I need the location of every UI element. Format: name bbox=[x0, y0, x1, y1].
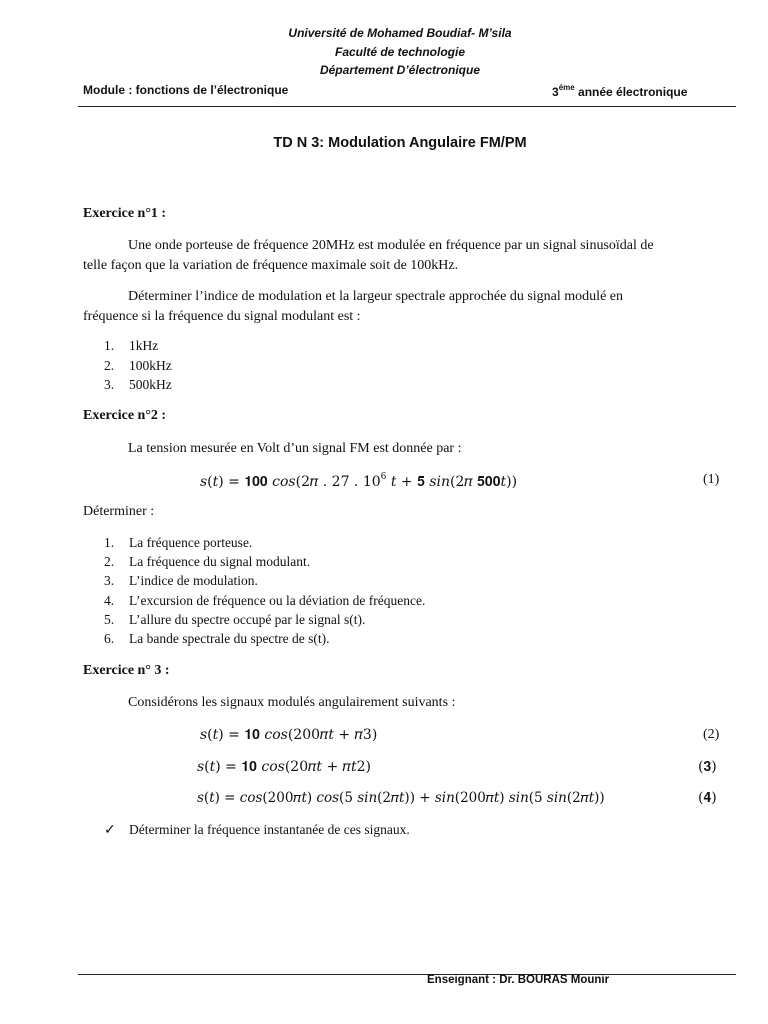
university-name: Université de Mohamed Boudiaf- M’sila bbox=[288, 26, 512, 40]
exercise-3-task: Déterminer la fréquence instantanée de ces signaux. bbox=[129, 822, 410, 837]
equation-1-number: (1) bbox=[703, 472, 720, 487]
exercise-1-heading: Exercice n°1 : bbox=[83, 206, 167, 221]
department-name: Département D’électronique bbox=[319, 63, 481, 77]
equation-2: 𝑠(𝑡) = 𝟏𝟎 𝑐𝑜𝑠(200𝜋𝑡 + 𝜋3) bbox=[200, 727, 378, 743]
exercise-3-heading: Exercice n° 3 : bbox=[83, 663, 170, 678]
exercise-1-paragraph-2: Déterminer l’indice de modulation et la largeur spectrale approchée du signal modulé en fréquence si la fréquence du signal modulant est : bbox=[83, 289, 623, 324]
year-label: $3^{éme}$ année électronique bbox=[552, 83, 688, 99]
equation-3-number: (𝟑) bbox=[698, 759, 717, 775]
exercise-2-intro: La tension mesurée en Volt d’un signal FM est donnée par : bbox=[128, 441, 462, 456]
equation-3: 𝑠(𝑡) = 𝟏𝟎 𝑐𝑜𝑠(20𝜋𝑡 + 𝜋𝑡2) bbox=[197, 759, 371, 775]
footer-rule bbox=[78, 974, 736, 975]
header-rule bbox=[78, 106, 736, 107]
determiner-label: Déterminer : bbox=[83, 504, 155, 519]
equation-4-number: (𝟒) bbox=[698, 790, 717, 806]
exercise-2-heading: Exercice n°2 : bbox=[83, 408, 167, 423]
equation-1: 𝑠(𝑡) = 𝟏𝟎𝟎 𝑐𝑜𝑠(2𝜋 . 27 . $10^6$ 𝑡 + 𝟓 𝑠𝑖𝑛(2𝜋 𝟓𝟎𝟎𝑡)) bbox=[200, 472, 518, 490]
teacher-name: Enseignant : Dr. BOURAS Mounir bbox=[427, 974, 610, 986]
exercise-1-paragraph-1: Une onde porteuse de fréquence 20MHz est modulée en fréquence par un signal sinusoïdal de telle façon que la variation de fréquence maximale soit de 100kHz. bbox=[83, 238, 654, 273]
equation-2-number: (2) bbox=[703, 727, 720, 742]
module-label: Module : fonctions de l’électronique bbox=[83, 83, 289, 97]
equation-4: 𝑠(𝑡) = 𝑐𝑜𝑠(200𝜋𝑡) 𝑐𝑜𝑠(5 𝑠𝑖𝑛(2𝜋𝑡)) + 𝑠𝑖𝑛(200𝜋𝑡) 𝑠𝑖𝑛(5 𝑠𝑖𝑛(2𝜋𝑡)) bbox=[197, 790, 605, 806]
check-mark-icon: ✓ bbox=[104, 823, 116, 838]
exercise-3-intro: Considérons les signaux modulés angulairement suivants : bbox=[128, 695, 456, 710]
faculty-name: Faculté de technologie bbox=[334, 45, 466, 59]
page-title: TD N 3: Modulation Angulaire FM/PM bbox=[273, 135, 527, 151]
